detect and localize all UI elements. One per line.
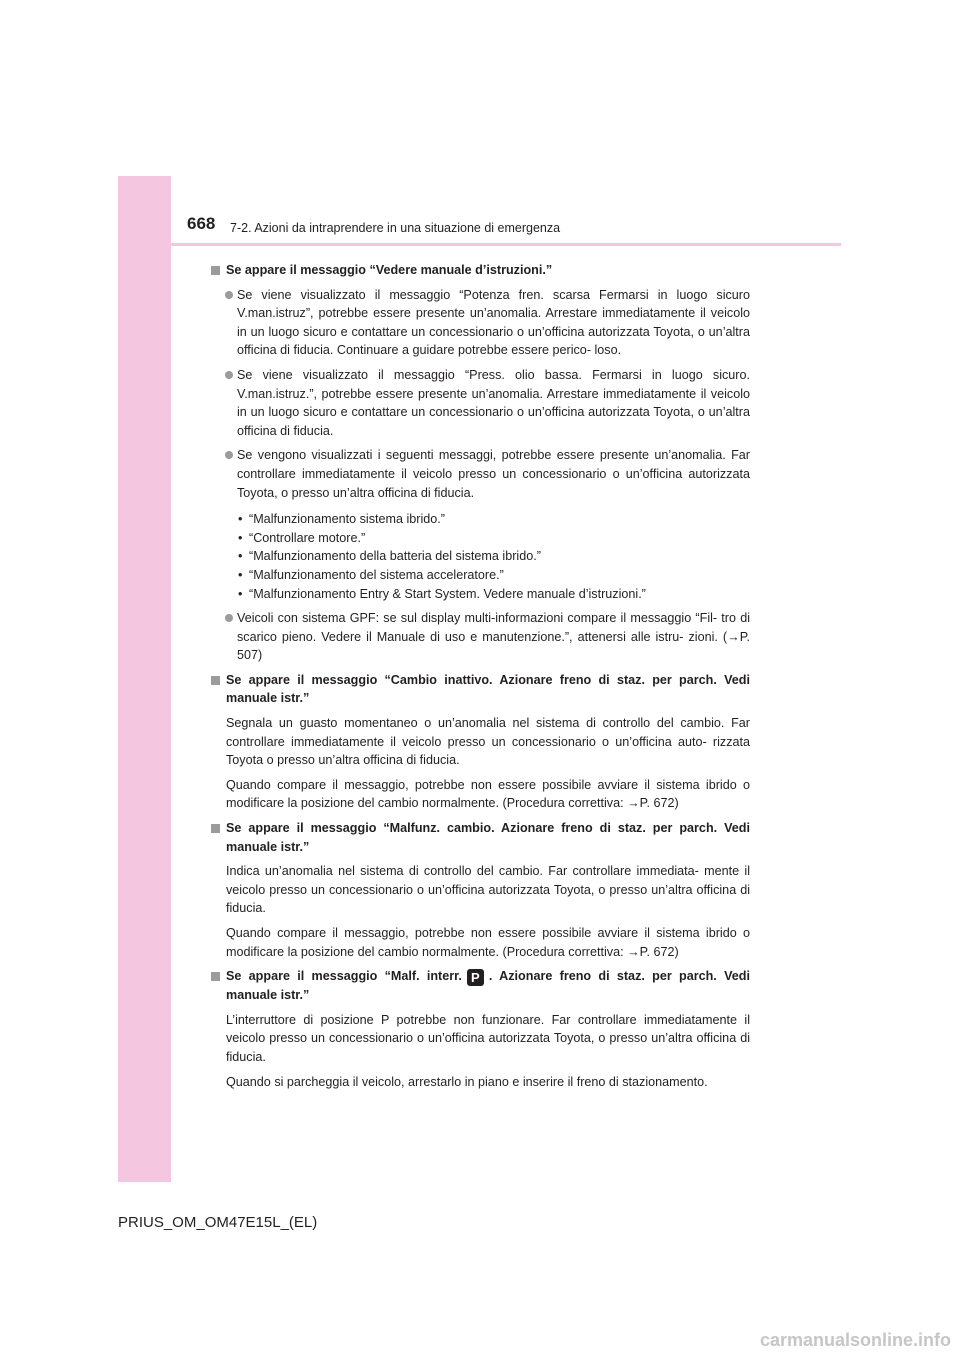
bullet-paragraph: [210, 366, 750, 440]
message-list: [210, 510, 750, 603]
round-bullet-icon: [225, 291, 233, 299]
header-rule: [171, 243, 841, 246]
list-item: • “Controllare motore.”: [237, 529, 750, 548]
paragraph: Quando si parcheggia il veicolo, arrestarlo in piano e inserire il freno di stazionamento.: [226, 1074, 708, 1089]
heading-text-start: Se appare il messaggio “Malf. interr.: [226, 969, 462, 984]
parking-p-icon: P: [467, 969, 484, 986]
list-item: • “Malfunzionamento sistema ibrido.”: [237, 510, 750, 529]
round-bullet-icon: [225, 451, 233, 459]
heading-text: Se appare il messaggio “Malfunz. cambio. Azionare freno di staz. per parch. Vedi manuale istr.”: [226, 821, 750, 854]
paragraph: Indica un’anomalia nel sistema di controllo del cambio. Far controllare immediata- mente il veicolo presso un concessionario o un’officina autorizzata Toyota, o presso un’altra officina di fiducia.: [226, 864, 750, 916]
watermark: carmanualsonline.info: [760, 1330, 952, 1350]
section-heading: [210, 819, 750, 856]
bullet-text: Veicoli con sistema GPF: se sul display multi-informazioni compare il messaggio “Fil- tro di scarico pieno. Vedere il Manuale di uso e manutenzione.”, attenersi alle istru- zioni. (→P. 507): [237, 611, 750, 663]
page-content: [210, 257, 750, 1091]
bullet-text: Se viene visualizzato il messaggio “Potenza fren. scarsa Fermarsi in luogo sicuro V.man.istruz”, potrebbe essere presente un’anomalia. Arrestare immediatamente il veicolo in un luogo sicuro e contattare un concessionario o un’officina autorizzata Toyota, o un’altra officina di fiducia. Continuare a guidare potrebbe essere perico- loso.: [237, 287, 750, 358]
bullet-paragraph: [210, 446, 750, 502]
section-heading: [210, 261, 750, 280]
section-heading: [210, 671, 750, 708]
paragraph: L’interruttore di posizione P potrebbe non funzionare. Far controllare immediatamente il veicolo presso un concessionario o un’officina autorizzata Toyota, o presso un’altra officina di fiducia.: [226, 1012, 750, 1064]
footer-document-code: PRIUS_OM_OM47E15L_(EL): [118, 1214, 318, 1231]
list-item: • “Malfunzionamento Entry & Start System. Vedere manuale d’istruzioni.”: [237, 585, 750, 604]
list-item: • “Malfunzionamento del sistema acceleratore.”: [237, 566, 750, 585]
bullet-paragraph: [210, 609, 750, 665]
round-bullet-icon: [225, 371, 233, 379]
paragraph: Quando compare il messaggio, potrebbe non essere possibile avviare il sistema ibrido o modificare la posizione del cambio normalmente. (Procedura correttiva: →P. 672): [226, 926, 750, 959]
list-item: • “Malfunzionamento della batteria del sistema ibrido.”: [237, 547, 750, 566]
chapter-title: 7-2. Azioni da intraprendere in una situazione di emergenza: [230, 221, 561, 235]
square-bullet-icon: [211, 266, 220, 275]
square-bullet-icon: [211, 972, 220, 981]
paragraph: Quando compare il messaggio, potrebbe non essere possibile avviare il sistema ibrido o modificare la posizione del cambio normalmente. (Procedura correttiva: →P. 672): [226, 777, 750, 811]
heading-text: Se appare il messaggio “Cambio inattivo. Azionare freno di staz. per parch. Vedi manuale istr.”: [226, 672, 750, 706]
bullet-paragraph: [210, 286, 750, 360]
chapter-sidebar-tab: [118, 176, 171, 1182]
paragraph: Segnala un guasto momentaneo o un’anomalia nel sistema di controllo del cambio. Far controllare immediatamente il veicolo presso un concessionario o un’officina auto- rizzata Toyota o presso un’altra officina di fiducia.: [226, 716, 750, 768]
heading-text-end: . Azionare freno di staz. per parch. Vedi manuale istr.”: [226, 969, 750, 1003]
section-heading: [210, 967, 750, 1005]
heading-text: Se appare il messaggio “Vedere manuale d’istruzioni.”: [226, 263, 553, 277]
round-bullet-icon: [225, 614, 233, 622]
square-bullet-icon: [211, 676, 220, 685]
bullet-text: Se viene visualizzato il messaggio “Press. olio bassa. Fermarsi in luogo sicuro. V.man.istruz.”, potrebbe essere presente un’anomalia. Arrestare immediatamente il veicolo in un luogo sicuro e contattare un concessionario o un’officina autorizzata Toyota, o un’altra officina di fiducia.: [237, 367, 750, 438]
page-number: 668: [187, 214, 216, 233]
bullet-text: Se vengono visualizzati i seguenti messaggi, potrebbe essere presente un’anomalia. Far controllare immediatamente il veicolo presso un concessionario o un’officina autorizzata Toyota, o presso un’altra officina di fiducia.: [237, 448, 750, 500]
square-bullet-icon: [211, 824, 220, 833]
